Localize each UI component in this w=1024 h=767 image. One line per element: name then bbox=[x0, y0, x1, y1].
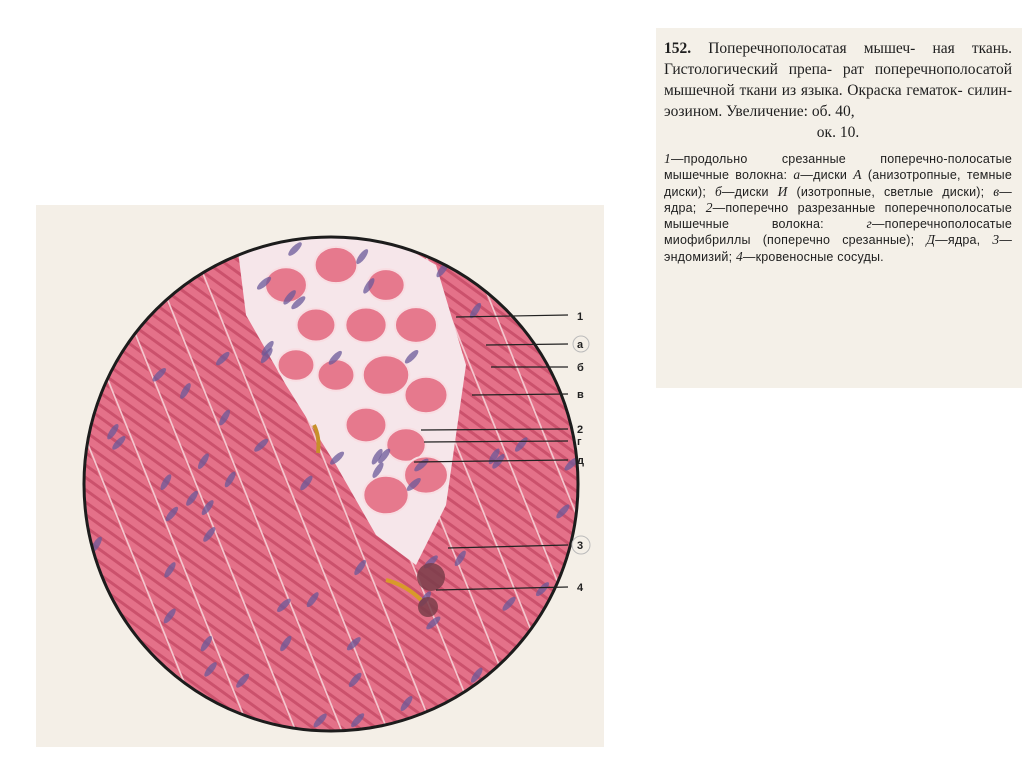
nucleus bbox=[107, 275, 122, 294]
nucleus bbox=[499, 701, 517, 718]
label-2: 2 bbox=[577, 424, 584, 436]
cross-fiber bbox=[297, 308, 336, 341]
fiber bbox=[587, 205, 604, 747]
fiber-body bbox=[587, 205, 604, 747]
fiber bbox=[36, 205, 89, 747]
micrograph-field bbox=[36, 205, 604, 747]
legend-text: —поперечно разрезанные поперечнополосатые мышечные волокна: bbox=[664, 200, 1012, 232]
legend-marker: Д bbox=[926, 232, 936, 248]
legend-text: —продольно срезанные поперечно-полосатые мышечные волокна: bbox=[664, 152, 1012, 183]
fiber-body bbox=[36, 205, 87, 747]
caption-line-5: силин-эозином. Увеличение: об. 40, bbox=[664, 82, 1012, 120]
legend-marker: г bbox=[866, 216, 872, 232]
legend-text: (изотропные, светлые диски); bbox=[787, 184, 994, 199]
nucleus bbox=[553, 294, 569, 312]
nucleus bbox=[170, 709, 186, 727]
micrograph-svg bbox=[36, 205, 604, 747]
legend-text: —диски bbox=[800, 168, 854, 183]
caption-line-4: ткани из языка. Окраска гематок- bbox=[739, 82, 963, 99]
caption-title bbox=[664, 38, 1012, 143]
figure-number: 152. bbox=[664, 40, 692, 57]
legend-text: —ядра, bbox=[935, 233, 993, 248]
fiber-body bbox=[36, 205, 41, 747]
legend-marker: 4 bbox=[735, 248, 743, 264]
nucleus bbox=[547, 327, 563, 345]
cross-fiber bbox=[318, 359, 355, 390]
fiber-border bbox=[36, 205, 89, 747]
fiber-border bbox=[36, 205, 43, 747]
caption-legend bbox=[664, 151, 1012, 265]
legend-marker: 3 bbox=[992, 232, 1000, 248]
caption-line-6: ок. 10. bbox=[816, 124, 860, 141]
caption-line-1: Поперечнополосатая мышеч- bbox=[708, 40, 916, 57]
label-b: б bbox=[577, 362, 584, 374]
legend-text: —эндомизий; bbox=[664, 233, 1013, 264]
legend-marker: А bbox=[853, 167, 862, 183]
legend-marker: б bbox=[714, 183, 722, 199]
label-d: д bbox=[577, 455, 584, 467]
legend-marker: в bbox=[993, 183, 1000, 199]
legend-text: —поперечнополосатые миофибриллы (поперечно срезанные); bbox=[664, 217, 1012, 248]
nucleus bbox=[98, 697, 115, 715]
label-1: 1 bbox=[577, 311, 584, 323]
nucleus bbox=[172, 261, 190, 278]
cross-fiber bbox=[395, 307, 437, 343]
cross-fiber bbox=[346, 408, 387, 443]
cross-fiber bbox=[404, 377, 447, 414]
nucleus bbox=[547, 239, 563, 257]
cross-fiber bbox=[345, 307, 386, 342]
cross-fiber bbox=[315, 247, 358, 283]
legend-marker: И bbox=[777, 183, 788, 199]
cross-fiber bbox=[363, 355, 410, 395]
nucleus bbox=[511, 275, 526, 294]
legend-marker: 1 bbox=[664, 151, 671, 166]
legend-text: —диски bbox=[721, 184, 778, 199]
caption-line-2: ная ткань. Гистологический препа- bbox=[664, 40, 1013, 78]
label-4: 4 bbox=[577, 582, 584, 594]
fiber bbox=[36, 205, 43, 747]
label-v: в bbox=[577, 389, 584, 401]
legend-marker: а bbox=[793, 167, 801, 183]
label-g: г bbox=[577, 436, 582, 448]
legend-marker: 2 bbox=[705, 199, 713, 215]
cross-fiber bbox=[363, 476, 408, 515]
figure-plate bbox=[36, 205, 604, 747]
label-3: 3 bbox=[577, 540, 584, 552]
legend-text: (анизотропные, темные диски); bbox=[664, 168, 1012, 199]
fiber-border bbox=[580, 205, 604, 747]
cross-fiber bbox=[278, 349, 315, 380]
legend-text: —кровеносные сосуды. bbox=[742, 249, 884, 264]
caption-line-3: рат поперечнополосатой мышечной bbox=[664, 61, 1012, 99]
label-a: а bbox=[577, 339, 584, 351]
figure-caption bbox=[656, 28, 1022, 388]
legend-text: —ядра; bbox=[664, 184, 1012, 215]
nucleus bbox=[99, 310, 116, 327]
